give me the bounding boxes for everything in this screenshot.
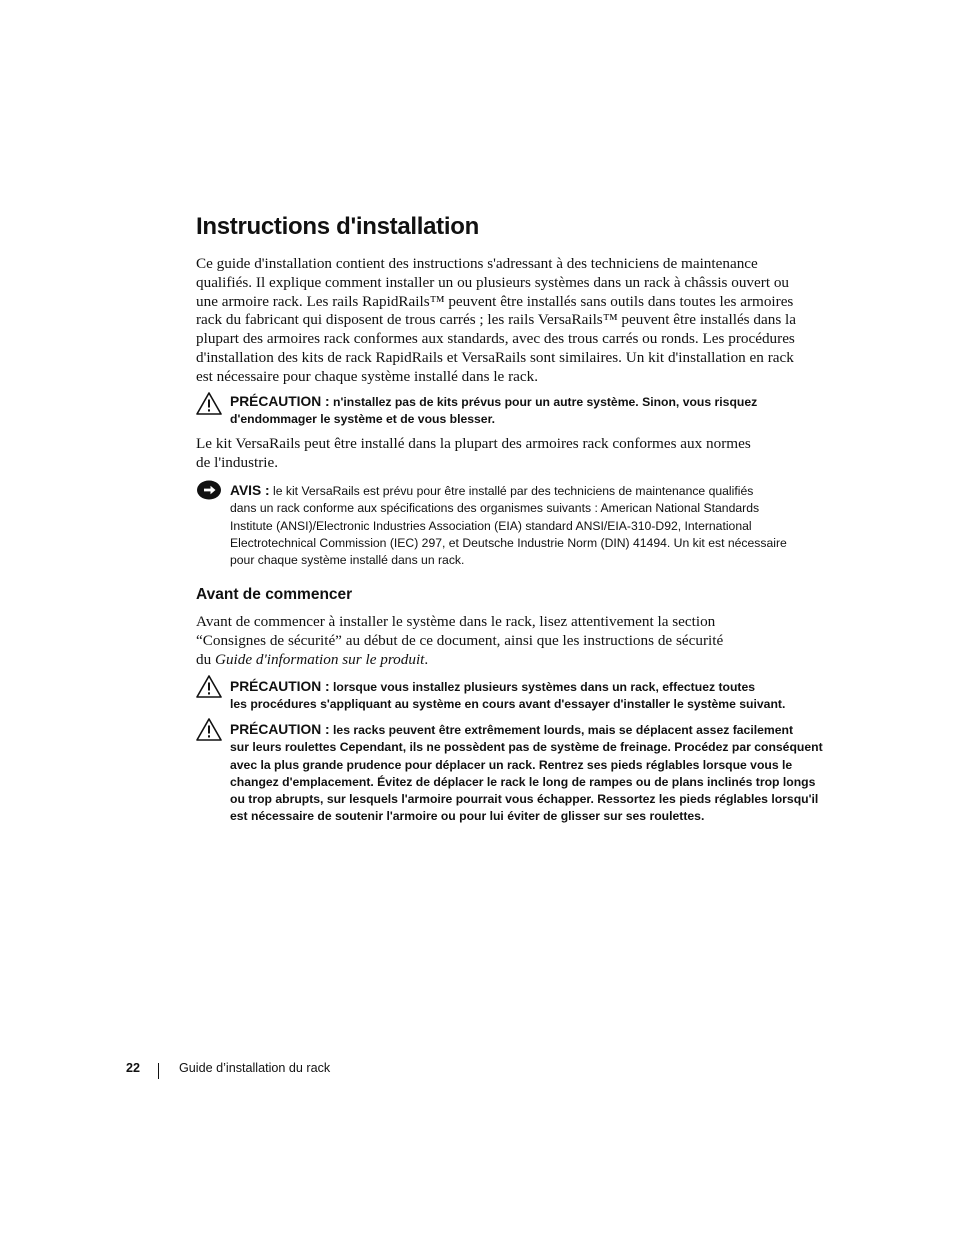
- notice-label: AVIS :: [230, 483, 270, 498]
- notice-text: Institute (ANSI)/Electronic Industries Association (EIA) standard ANSI/EIA-310-D92, International: [230, 518, 752, 533]
- warning-triangle-icon: [196, 391, 222, 417]
- before-paragraph: [196, 613, 723, 669]
- paragraph-line: une armoire rack. Les rails RapidRails™ peuvent être installés sans outils dans toutes les armoires: [196, 292, 794, 310]
- paragraph-line: d'installation des kits de rack RapidRails et VersaRails sont similaires. Un kit d'installation en rack: [196, 348, 794, 366]
- caution-text: n'installez pas de kits prévus pour un autre système. Sinon, vous risquez: [333, 395, 758, 409]
- caution-label: PRÉCAUTION :: [230, 722, 330, 737]
- versarails-paragraph: [196, 435, 751, 473]
- paragraph-line: du Guide d'information sur le produit.: [196, 650, 429, 668]
- paragraph-line: plupart des armoires rack conformes aux standards, avec des trous carrés ou ronds. Les procédures: [196, 330, 795, 348]
- paragraph-line: “Consignes de sécurité” au début de ce document, ainsi que les instructions de sécurité: [196, 631, 724, 649]
- page-number: 22: [126, 1061, 141, 1075]
- paragraph-line: Le kit VersaRails peut être installé dans la plupart des armoires rack conformes aux normes: [196, 435, 751, 452]
- product-guide-title: Guide d'information sur le produit: [214, 650, 425, 668]
- intro-paragraph: [196, 255, 796, 387]
- notice-text: le kit VersaRails est prévu pour être installé par des techniciens de maintenance qualifiés: [273, 484, 754, 498]
- notice-text: pour chaque système installé dans un rack.: [230, 553, 465, 568]
- warning-triangle-icon: [196, 674, 222, 700]
- caution-label: PRÉCAUTION :: [230, 679, 330, 694]
- page-title: Instructions d'installation: [196, 213, 479, 240]
- notice-arrow-icon: [196, 479, 222, 505]
- caution-text: changez d'emplacement. Évitez de déplacer le rack le long de rampes ou de plans inclinés trop longs: [230, 774, 816, 789]
- caution-text: est nécessaire de soutenir l'armoire ou pour lui éviter de glisser sur ses roulettes.: [230, 809, 705, 824]
- caution-text: avec la plus grande prudence pour déplacer un rack. Rentrez ses pieds réglables lorsque vous le: [230, 757, 793, 772]
- section-heading: Avant de commencer: [196, 586, 353, 603]
- caution-text: les racks peuvent être extrêmement lourds, mais se déplacent assez facilement: [333, 723, 794, 737]
- paragraph-line: rack du fabricant qui disposent de trous carrés ; les rails VersaRails™ peuvent être installés dans la: [196, 311, 796, 329]
- footer-divider: [158, 1063, 159, 1079]
- caution-text: d'endommager le système et de vous blesser.: [230, 412, 496, 427]
- notice-text: dans un rack conforme aux spécifications des organismes suivants : American National Standards: [230, 501, 760, 516]
- caution-text: ou trop abrupts, sur lesquels l'armoire pourrait vous échapper. Ressortez les pieds réglables lorsqu'il: [230, 792, 819, 807]
- paragraph-line: qualifiés. Il explique comment installer un ou plusieurs systèmes dans un rack à châssis ouvert ou: [196, 273, 790, 291]
- paragraph-line: de l'industrie.: [196, 453, 279, 471]
- caution-text: sur leurs roulettes Cependant, ils ne possèdent pas de système de freinage. Procédez par conséquent: [230, 740, 823, 755]
- notice-text: Electrotechnical Commission (IEC) 297, et Deutsche Industrie Norm (DIN) 41494. Un kit est nécessaire: [230, 535, 787, 550]
- footer-document-title: Guide d’installation du rack: [179, 1061, 331, 1075]
- paragraph-line: Avant de commencer à installer le système dans le rack, lisez attentivement la section: [196, 613, 716, 630]
- paragraph-line: Ce guide d'installation contient des instructions s'adressant à des techniciens de maintenance: [196, 255, 758, 272]
- warning-triangle-icon: [196, 717, 222, 743]
- caution-label: PRÉCAUTION :: [230, 394, 330, 409]
- caution-text: les procédures s'appliquant au système en cours avant d'essayer d'installer le système suivant.: [230, 697, 786, 712]
- paragraph-line: est nécessaire pour chaque système installé dans le rack.: [196, 367, 539, 385]
- caution-text: lorsque vous installez plusieurs systèmes dans un rack, effectuez toutes: [333, 680, 756, 694]
